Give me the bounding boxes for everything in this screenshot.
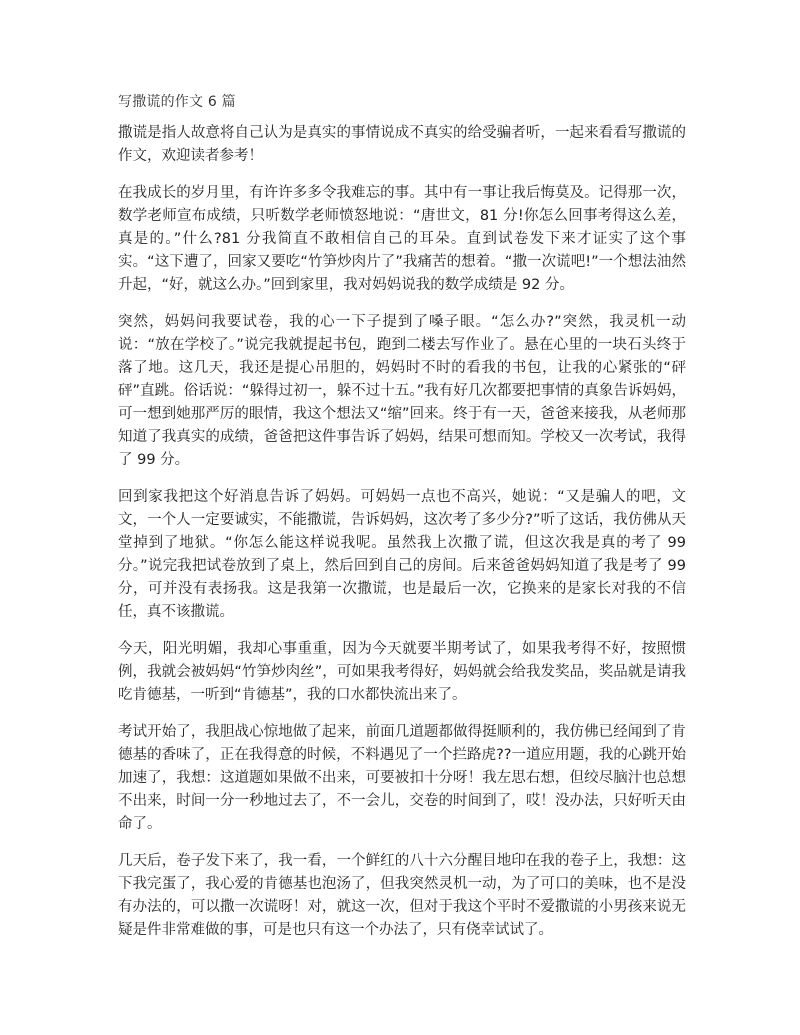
paragraph: 突然，妈妈问我要试卷，我的心一下子提到了嗓子眼。“怎么办?”突然，我灵机一动说：“放在学校了。”说完我就提起书包，跑到二楼去写作业了。悬在心里的一块石头终于落了地。这几天，我还是提心吊胆的，妈妈时不时的看我的书包，让我的心紧张的“砰砰”直跳。俗话说：“躲得过初一，躲不过十五。”我有好几次都要把事情的真象告诉妈妈，可一想到她那严厉的眼情，我这个想法又“缩”回来。终于有一天，爸爸来接我，从老师那知道了我真实的成绩，爸爸把这件事告诉了妈妈，结果可想而知。学校又一次考试，我得了 99 分。	[118, 314, 686, 468]
document-title: 写撒谎的作文 6 篇	[118, 94, 236, 110]
paragraph: 在我成长的岁月里，有许许多多令我难忘的事。其中有一事让我后悔莫及。记得那一次，数学老师宣布成绩，只听数学老师愤怒地说：“唐世文，81 分!你怎么回事考得这么差，真是的。”什么?81 分我简直不敢相信自己的耳朵。直到试卷发下来才证实了这个事实。“这下遭了，回家又要吃“竹笋炒肉片了”我痛苦的想着。“撒一次谎吧!”一个想法油然升起，“好，就这么办。”回到家里，我对妈妈说我的数学成绩是 92 分。	[118, 185, 686, 293]
paragraph: 几天后，卷子发下来了，我一看，一个鲜红的八十六分醒目地印在我的卷子上，我想：这下我完蛋了，我心爱的肯德基也泡汤了，但我突然灵机一动，为了可口的美味，也不是没有办法的，可以撒一次谎呀！对，就这一次，但对于我这个平时不爱撒谎的小男孩来说无疑是件非常难做的事，可是也只有这一个办法了，只有侥幸试试了。	[118, 853, 686, 938]
paragraph: 考试开始了，我胆战心惊地做了起来，前面几道题都做得挺顺利的，我仿佛已经闻到了肯德基的香味了，正在我得意的时候，不料遇见了一个拦路虎??一道应用题，我的心跳开始加速了，我想：这道题如果做不出来，可要被扣十分呀！我左思右想，但绞尽脑汁也总想不出来，时间一分一秒地过去了，不一会儿，交卷的时间到了，哎！没办法，只好听天由命了。	[118, 724, 686, 832]
paragraph-intro: 撒谎是指人故意将自己认为是真实的事情说成不真实的给受骗者听，一起来看看写撒谎的作文，欢迎读者参考！	[118, 125, 686, 164]
paragraph: 回到家我把这个好消息告诉了妈妈。可妈妈一点也不高兴，她说：“又是骗人的吧，文文，一个人一定要诚实，不能撒谎，告诉妈妈，这次考了多少分?”听了这话，我仿佛从天堂掉到了地狱。“你怎么能这样说我呢。虽然我上次撒了谎，但这次我是真的考了 99 分。”说完我把试卷放到了桌上，然后回到自己的房间。后来爸爸妈妈知道了我是考了 99 分，可并没有表扬我。这是我第一次撒谎，也是最后一次，它换来的是家长对我的不信任，真不该撒谎。	[118, 489, 686, 620]
document-body	[118, 122, 686, 956]
paragraph: 今天，阳光明媚，我却心事重重，因为今天就要半期考试了，如果我考得不好，按照惯例，我就会被妈妈“竹笋炒肉丝”，可如果我考得好，妈妈就会给我发奖品，奖品就是请我吃肯德基，一听到“肯德基”，我的口水都快流出来了。	[118, 641, 686, 703]
